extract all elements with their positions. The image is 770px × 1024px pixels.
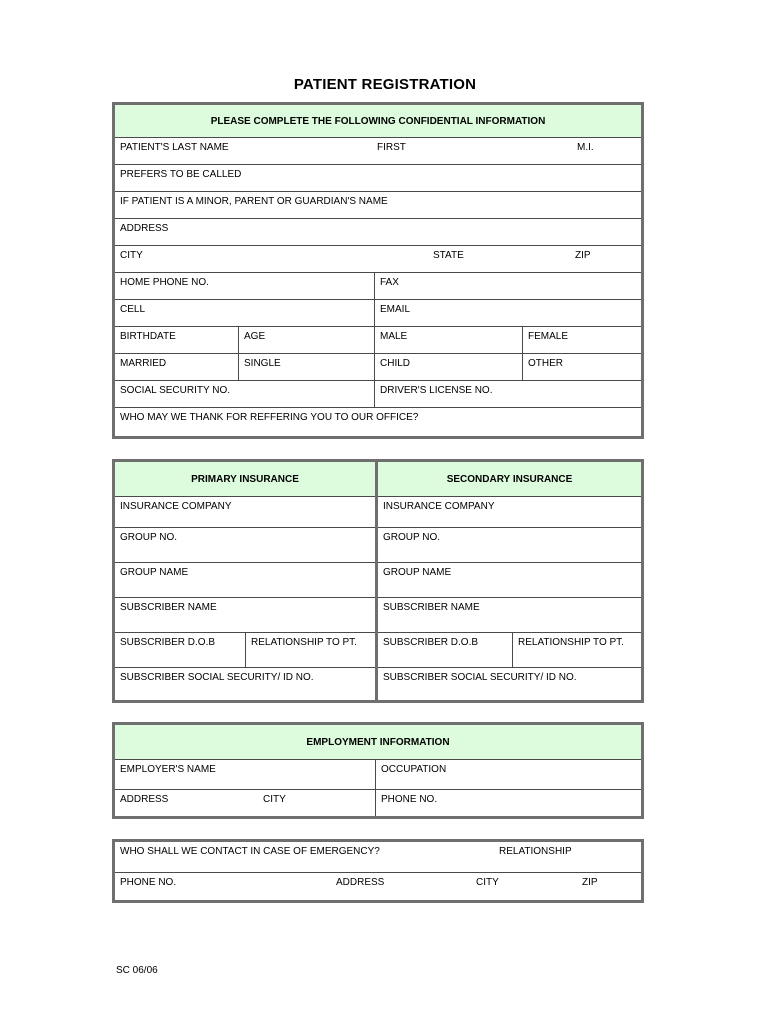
secondary-ssn-label: SUBSCRIBER SOCIAL SECURITY/ ID NO. bbox=[383, 672, 577, 683]
address-field[interactable] bbox=[115, 219, 641, 245]
first-name-label: FIRST bbox=[377, 142, 406, 153]
emergency-contact-label: WHO SHALL WE CONTACT IN CASE OF EMERGENCY? bbox=[120, 846, 380, 857]
emergency-zip-label: ZIP bbox=[582, 877, 598, 888]
birthdate-row bbox=[115, 327, 641, 354]
secondary-group-no-row bbox=[378, 528, 641, 563]
age-label: AGE bbox=[244, 331, 266, 342]
child-field[interactable] bbox=[375, 354, 523, 380]
male-label: MALE bbox=[380, 331, 408, 342]
emergency-contact-field[interactable] bbox=[115, 842, 641, 872]
phone-row bbox=[115, 273, 641, 300]
ssn-row bbox=[115, 381, 641, 408]
city-row bbox=[115, 246, 641, 273]
primary-group-name-label: GROUP NAME bbox=[120, 567, 189, 578]
secondary-group-no-field[interactable] bbox=[378, 528, 641, 562]
secondary-subscriber-field[interactable] bbox=[378, 598, 641, 632]
employment-header: EMPLOYMENT INFORMATION bbox=[115, 725, 641, 759]
secondary-company-field[interactable] bbox=[378, 497, 641, 527]
secondary-company-label: INSURANCE COMPANY bbox=[383, 501, 495, 512]
name-row bbox=[115, 138, 641, 165]
primary-ssn-row bbox=[115, 668, 375, 700]
child-label: CHILD bbox=[380, 358, 411, 369]
license-label: DRIVER'S LICENSE NO. bbox=[380, 385, 493, 396]
secondary-relationship-field[interactable] bbox=[513, 633, 641, 667]
guardian-label: IF PATIENT IS A MINOR, PARENT OR GUARDIAN'S NAME bbox=[120, 196, 388, 207]
female-label: FEMALE bbox=[528, 331, 569, 342]
middle-initial-label: M.I. bbox=[577, 142, 594, 153]
other-field[interactable] bbox=[523, 354, 641, 380]
referral-row bbox=[115, 408, 641, 437]
email-label: EMAIL bbox=[380, 304, 411, 315]
secondary-group-name-field[interactable] bbox=[378, 563, 641, 597]
last-name-label: PATIENT'S LAST NAME bbox=[120, 142, 229, 153]
referral-label: WHO MAY WE THANK FOR REFFERING YOU TO OUR OFFICE? bbox=[120, 412, 419, 423]
secondary-ssn-field[interactable] bbox=[378, 668, 641, 700]
primary-insurance-header: PRIMARY INSURANCE bbox=[115, 462, 375, 496]
emergency-city-label: CITY bbox=[476, 877, 499, 888]
referral-field[interactable] bbox=[115, 408, 641, 437]
employer-row bbox=[115, 760, 641, 790]
primary-relationship-field[interactable] bbox=[246, 633, 375, 667]
city-label: CITY bbox=[120, 250, 143, 261]
secondary-subscriber-row bbox=[378, 598, 641, 633]
secondary-dob-field[interactable] bbox=[378, 633, 513, 667]
prefers-label: PREFERS TO BE CALLED bbox=[120, 169, 242, 180]
emergency-phone-row bbox=[115, 873, 641, 900]
emergency-phone-label: PHONE NO. bbox=[120, 877, 177, 888]
ssn-label: SOCIAL SECURITY NO. bbox=[120, 385, 231, 396]
emergency-contact-row bbox=[115, 842, 641, 873]
state-label: STATE bbox=[433, 250, 464, 261]
primary-group-name-row bbox=[115, 563, 375, 598]
single-label: SINGLE bbox=[244, 358, 281, 369]
primary-insurance-column bbox=[115, 462, 378, 700]
home-phone-label: HOME PHONE NO. bbox=[120, 277, 209, 288]
emergency-phone-field[interactable] bbox=[115, 873, 641, 900]
secondary-header-row bbox=[378, 462, 641, 497]
primary-group-no-label: GROUP NO. bbox=[120, 532, 178, 543]
secondary-group-no-label: GROUP NO. bbox=[383, 532, 441, 543]
single-field[interactable] bbox=[239, 354, 375, 380]
fax-label: FAX bbox=[380, 277, 399, 288]
employment-section bbox=[112, 722, 644, 819]
other-label: OTHER bbox=[528, 358, 563, 369]
male-field[interactable] bbox=[375, 327, 523, 353]
section-header: PLEASE COMPLETE THE FOLLOWING CONFIDENTIAL INFORMATION bbox=[115, 105, 641, 137]
emergency-section bbox=[112, 839, 644, 903]
employer-city-label: CITY bbox=[263, 794, 286, 805]
employer-field[interactable] bbox=[115, 760, 376, 789]
female-field[interactable] bbox=[523, 327, 641, 353]
address-row bbox=[115, 219, 641, 246]
insurance-section bbox=[112, 459, 644, 703]
secondary-subscriber-label: SUBSCRIBER NAME bbox=[383, 602, 480, 613]
emergency-relationship-label: RELATIONSHIP bbox=[499, 846, 572, 857]
primary-group-no-field[interactable] bbox=[115, 528, 375, 562]
age-field[interactable] bbox=[239, 327, 375, 353]
primary-group-no-row bbox=[115, 528, 375, 563]
secondary-dob-label: SUBSCRIBER D.O.B bbox=[383, 637, 479, 648]
secondary-ssn-row bbox=[378, 668, 641, 700]
zip-label: ZIP bbox=[575, 250, 591, 261]
secondary-group-name-label: GROUP NAME bbox=[383, 567, 452, 578]
employer-phone-field[interactable] bbox=[376, 790, 641, 816]
birthdate-label: BIRTHDATE bbox=[120, 331, 176, 342]
prefers-row bbox=[115, 165, 641, 192]
ssn-field[interactable] bbox=[115, 381, 375, 407]
primary-subscriber-label: SUBSCRIBER NAME bbox=[120, 602, 217, 613]
occupation-label: OCCUPATION bbox=[381, 764, 447, 775]
occupation-field[interactable] bbox=[376, 760, 641, 789]
birthdate-field[interactable] bbox=[115, 327, 239, 353]
secondary-dob-row bbox=[378, 633, 641, 668]
cell-label: CELL bbox=[120, 304, 146, 315]
patient-info-section bbox=[112, 102, 644, 439]
page-title: PATIENT REGISTRATION bbox=[293, 76, 477, 93]
primary-company-label: INSURANCE COMPANY bbox=[120, 501, 232, 512]
secondary-insurance-header: SECONDARY INSURANCE bbox=[378, 462, 641, 496]
secondary-relationship-label: RELATIONSHIP TO PT. bbox=[518, 637, 624, 648]
primary-subscriber-field[interactable] bbox=[115, 598, 375, 632]
employer-phone-label: PHONE NO. bbox=[381, 794, 438, 805]
address-label: ADDRESS bbox=[120, 223, 169, 234]
primary-company-row bbox=[115, 497, 375, 528]
license-field[interactable] bbox=[375, 381, 641, 407]
secondary-company-row bbox=[378, 497, 641, 528]
employer-address-row bbox=[115, 790, 641, 816]
home-phone-field[interactable] bbox=[115, 273, 375, 299]
cell-field[interactable] bbox=[115, 300, 375, 326]
primary-dob-label: SUBSCRIBER D.O.B bbox=[120, 637, 216, 648]
email-field[interactable] bbox=[375, 300, 641, 326]
guardian-field[interactable] bbox=[115, 192, 641, 218]
guardian-row bbox=[115, 192, 641, 219]
form-revision-code: SC 06/06 bbox=[116, 966, 158, 974]
married-field[interactable] bbox=[115, 354, 239, 380]
primary-dob-row bbox=[115, 633, 375, 668]
primary-ssn-field[interactable] bbox=[115, 668, 375, 700]
primary-relationship-label: RELATIONSHIP TO PT. bbox=[251, 637, 357, 648]
primary-dob-field[interactable] bbox=[115, 633, 246, 667]
employer-address-field[interactable] bbox=[115, 790, 376, 816]
last-name-field[interactable] bbox=[115, 138, 641, 164]
fax-field[interactable] bbox=[375, 273, 641, 299]
secondary-group-name-row bbox=[378, 563, 641, 598]
primary-ssn-label: SUBSCRIBER SOCIAL SECURITY/ ID NO. bbox=[120, 672, 314, 683]
primary-group-name-field[interactable] bbox=[115, 563, 375, 597]
employer-address-label: ADDRESS bbox=[120, 794, 169, 805]
primary-subscriber-row bbox=[115, 598, 375, 633]
cell-row bbox=[115, 300, 641, 327]
married-label: MARRIED bbox=[120, 358, 167, 369]
employment-header-row bbox=[115, 725, 641, 760]
city-field[interactable] bbox=[115, 246, 641, 272]
primary-company-field[interactable] bbox=[115, 497, 375, 527]
employer-label: EMPLOYER'S NAME bbox=[120, 764, 216, 775]
secondary-insurance-column bbox=[378, 462, 641, 700]
patient-header-row bbox=[115, 105, 641, 138]
primary-header-row bbox=[115, 462, 375, 497]
marital-row bbox=[115, 354, 641, 381]
emergency-address-label: ADDRESS bbox=[336, 877, 385, 888]
prefers-field[interactable] bbox=[115, 165, 641, 191]
